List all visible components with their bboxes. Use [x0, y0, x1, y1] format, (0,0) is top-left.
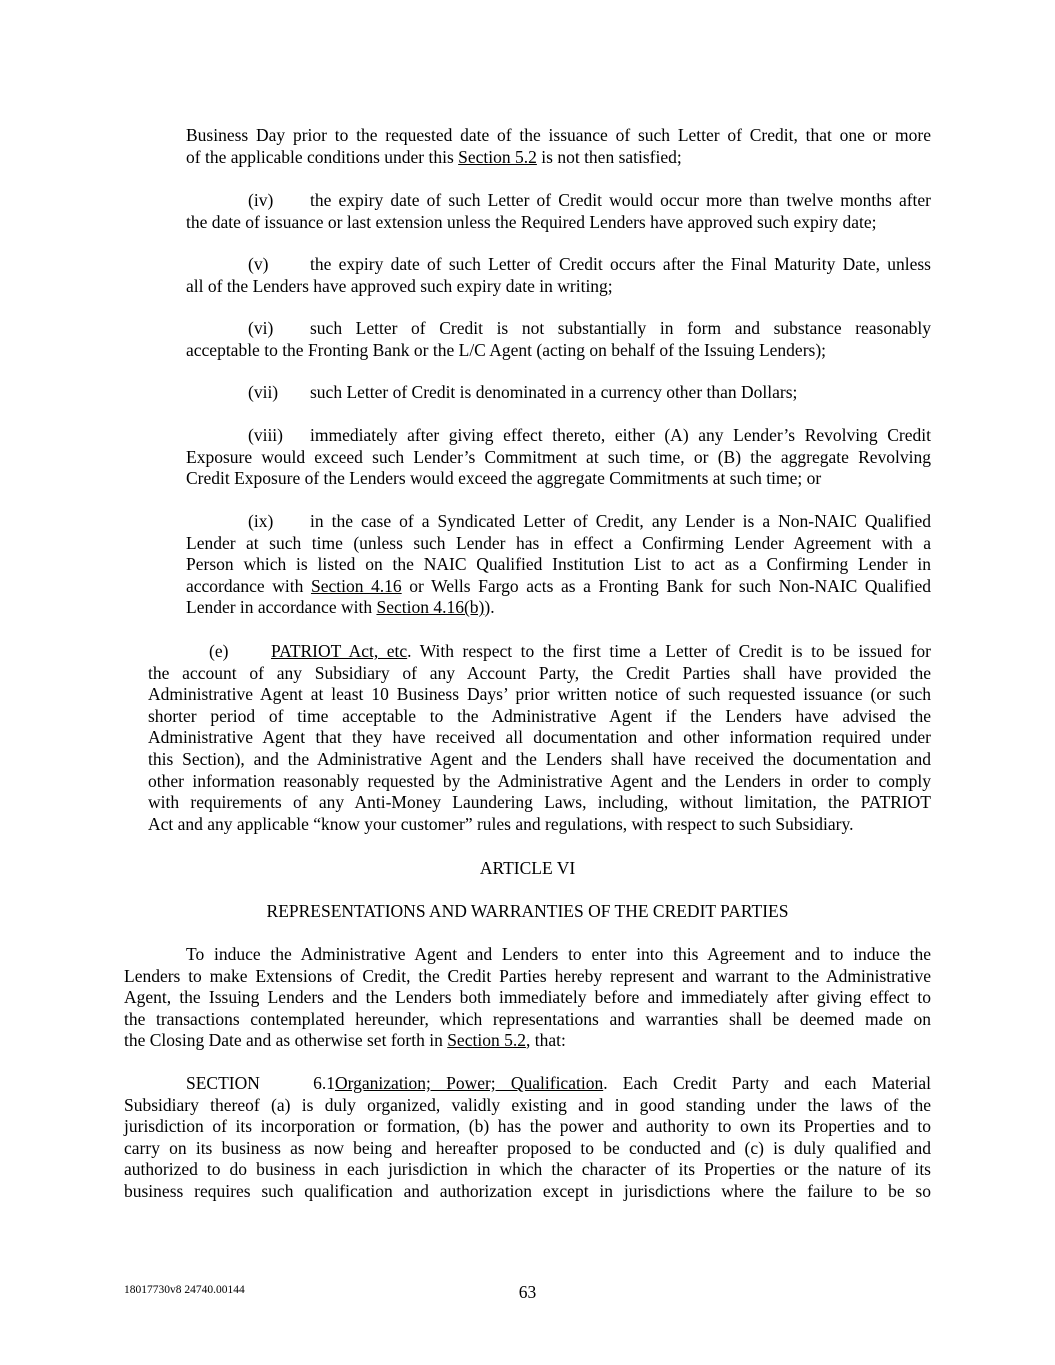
text-line: [124, 1073, 931, 1095]
text-line: other information reasonably requested by the Administrative Agent and the Lenders in order to comply: [148, 770, 931, 791]
paragraph-e-patriot-act: [148, 641, 931, 835]
text-run: such Letter of Credit is denominated in a currency other than Dollars;: [310, 382, 798, 402]
text-run: in the case of a Syndicated Letter of Credit, any Lender is a Non-NAIC Qualified: [310, 511, 931, 531]
text-line: Administrative Agent at least 10 Business Days’ prior written notice of such requested issuance (or such: [148, 684, 931, 705]
clause-number: (iv): [248, 190, 274, 210]
text-line: with requirements of any Anti-Money Laundering Laws, including, without limitation, the PATRIOT: [148, 792, 931, 813]
section-heading: Organization; Power; Qualification: [335, 1073, 604, 1093]
section-reference-link[interactable]: Section 4.16: [310, 575, 402, 596]
text-run: . Each Credit Party and each Material: [603, 1073, 931, 1093]
text-line: [186, 576, 931, 598]
text-run: of the applicable conditions under this: [186, 146, 459, 167]
text-line: [124, 944, 931, 966]
text-line: [186, 318, 931, 340]
text-run: the expiry date of such Letter of Credit would occur more than twelve months after: [310, 190, 931, 210]
text-run: such Letter of Credit is not substantially in form and substance reasonably: [310, 318, 931, 338]
section-reference-link[interactable]: Section 5.2: [458, 146, 537, 167]
clause-ix: [186, 511, 931, 619]
text-line: Agent, the Issuing Lenders and the Lenders both immediately before and immediately after giving effect to: [124, 987, 931, 1008]
text-run: accordance with: [186, 575, 311, 596]
clause-number: (vi): [248, 318, 274, 338]
clause-number: (v): [248, 254, 269, 274]
clause-vii: [186, 382, 931, 404]
text-run: the Closing Date and as otherwise set forth in: [124, 1030, 448, 1051]
article-intro-paragraph: [124, 944, 931, 1052]
text-line: Exposure would exceed such Lender’s Commitment at such time, or (B) the aggregate Revolving: [186, 446, 931, 467]
text-line: [186, 382, 931, 404]
text-line: Business Day prior to the requested date of the issuance of such Letter of Credit, that one or more: [186, 125, 931, 145]
text-line: carry on its business as now being and hereafter proposed to be conducted and (c) is duly qualified and: [124, 1137, 931, 1158]
text-line: Administrative Agent that they have received all documentation and other information required under: [148, 727, 931, 748]
text-line: acceptable to the Fronting Bank or the L/C Agent (acting on behalf of the Issuing Lenders);: [186, 339, 827, 360]
page-number: 63: [518, 1282, 537, 1302]
text-run: Lender in accordance with: [186, 597, 377, 618]
text-line: [186, 190, 931, 212]
text-line: Act and any applicable “know your customer” rules and regulations, with respect to such Subsidiary.: [148, 813, 854, 834]
text-line: Credit Exposure of the Lenders would exceed the aggregate Commitments at such time; or: [186, 468, 822, 489]
text-line: the date of issuance or last extension unless the Required Lenders have approved such expiry date;: [186, 211, 877, 232]
article-title: REPRESENTATIONS AND WARRANTIES OF THE CREDIT PARTIES: [266, 901, 789, 921]
clause-vi: [186, 318, 931, 361]
text-line: all of the Lenders have approved such expiry date in writing;: [186, 275, 613, 296]
clause-number: (ix): [248, 511, 274, 531]
text-line: [186, 254, 931, 276]
clause-iv: [186, 190, 931, 233]
section-reference-link[interactable]: Section 5.2: [447, 1030, 526, 1051]
clause-viii: [186, 425, 931, 490]
section-reference-link[interactable]: Section 4.16(b): [376, 597, 485, 618]
text-line: jurisdiction of its incorporation or formation, (b) has the power and authority to own its Properties and to: [124, 1116, 931, 1137]
section-6-1: [124, 1073, 931, 1203]
text-line: [124, 1030, 931, 1052]
text-run: To induce the Administrative Agent and Lenders to enter into this Agreement and to induce the: [186, 944, 931, 964]
clause-v: [186, 254, 931, 297]
text-line: [186, 597, 931, 619]
text-line: this Section), and the Administrative Agent and the Lenders shall have received the documentation and: [148, 748, 931, 769]
text-line: [148, 641, 931, 663]
text-line: Lender at such time (unless such Lender has in effect a Confirming Lender Agreement with a: [186, 532, 931, 553]
article-number: ARTICLE VI: [479, 858, 576, 878]
text-line: [186, 425, 931, 447]
text-run: or Wells Fargo acts as a Fronting Bank for such Non-NAIC Qualified: [401, 575, 931, 596]
text-line: the transactions contemplated hereunder, which representations and warranties shall be deemed made on: [124, 1008, 931, 1029]
clause-number: (e): [209, 641, 229, 661]
text-run: immediately after giving effect thereto, either (A) any Lender’s Revolving Credit: [310, 425, 931, 445]
text-line: [186, 511, 931, 533]
text-run: is not then satisfied;: [536, 146, 682, 167]
clause-number: (vii): [248, 382, 279, 402]
paragraph-heading: PATRIOT Act, etc: [271, 641, 408, 661]
section-label: SECTION 6.1: [186, 1073, 335, 1093]
text-line: [186, 147, 931, 169]
text-line: Subsidiary thereof (a) is duly organized, validly existing and in good standing under the laws of the: [124, 1094, 931, 1115]
text-line: authorized to do business in each jurisdiction in which the character of its Properties or the nature of its: [124, 1159, 931, 1180]
text-line: business requires such qualification and authorization except in jurisdictions where the failure to be so: [124, 1180, 931, 1201]
clause-number: (viii): [248, 425, 283, 445]
text-run: the expiry date of such Letter of Credit occurs after the Final Maturity Date, unless: [310, 254, 931, 274]
document-id: 18017730v8 24740.00144: [124, 1284, 245, 1296]
text-run: , that:: [525, 1030, 566, 1051]
text-run: . With respect to the first time a Letter of Credit is to be issued for: [407, 641, 931, 661]
text-run: ).: [484, 597, 495, 618]
text-line: the account of any Subsidiary of any Account Party, the Credit Parties shall have provided the: [148, 662, 931, 683]
text-line: shorter period of time acceptable to the Administrative Agent if the Lenders have advised the: [148, 705, 931, 726]
text-line: Lenders to make Extensions of Credit, the Credit Parties hereby represent and warrant to the Administrative: [124, 965, 931, 986]
clause-iii-continuation: [186, 125, 931, 168]
text-line: Person which is listed on the NAIC Qualified Institution List to act as a Confirming Lender in: [186, 554, 931, 575]
